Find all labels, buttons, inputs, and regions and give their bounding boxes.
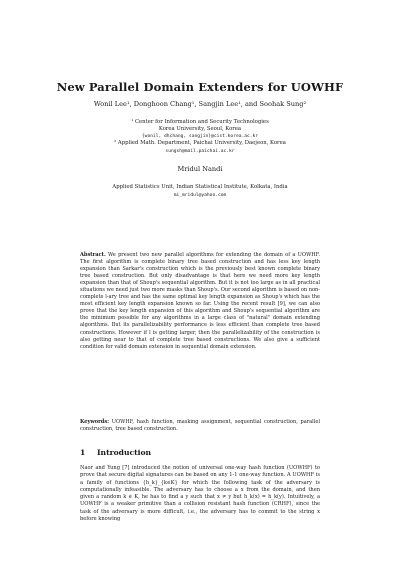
section-number: 1 xyxy=(80,448,86,457)
paper-title: New Parallel Domain Extenders for UOWHF xyxy=(56,80,344,94)
keywords-label: Keywords: xyxy=(80,419,110,425)
affiliation-2-line-1: ² Applied Math. Department, Paichai University, Daejeon, Korea xyxy=(114,140,286,146)
section-heading xyxy=(80,448,151,457)
section-title: Introduction xyxy=(97,448,152,457)
affiliation-2-email: sungsh@mail.paichai.ac.kr xyxy=(165,149,235,154)
affiliation-1-emails: {wonil, dhchang, sangjin}@cist.korea.ac.kr xyxy=(141,134,259,139)
affiliation-1-line-1: ¹ Center for Information and Security Technologies xyxy=(131,119,269,125)
affiliation-1-line-2: Korea University, Seoul, Korea xyxy=(158,126,242,132)
abstract-label: Abstract. xyxy=(80,252,106,258)
second-author-affiliation: Applied Statistics Unit, Indian Statistical Institute, Kolkata, India xyxy=(112,184,288,190)
second-author-email: mi_mridul@yahoo.com xyxy=(173,193,227,198)
keywords xyxy=(80,419,320,433)
abstract xyxy=(80,252,320,351)
keywords-text: UOWHF, hash function, masking assignment, sequential construction, parallel construction, tree based construction. xyxy=(80,419,320,433)
author-list: Wonil Lee¹, Donghoon Chang¹, Sangjin Lee¹, and Soohak Sung² xyxy=(93,100,307,108)
intro-paragraph: Naor and Yung [7] introduced the notion of universal one-way hash function (UOWHF) to prove that secure digital signatures can be based on any 1-1 one-way function. A UOWHF is a family of functions {h_k}_{k∈K} for which the following task of the adversary is computationally infeasible. The adversary has to choose a x from the domain, and then given a random k ∈ K, he has to find a y such that x ≠ y but h_k(x) = h_k(y). Intuitively, a UOWHF is a weaker primitive than a collision resistant hash function (CRHF), since the task of the adversary is more difficult, i.e., the adversary has to commit to the string x before knowing xyxy=(80,465,320,523)
second-author-name: Mridul Nandi xyxy=(177,165,223,173)
abstract-text: We present two new parallel algorithms for extending the domain of a UOWHF. The first algorithm is complete binary tree based construction and has less key length expansion than Sarkar's construction which is the previously best known complete binary tree based construction. But only disadvantage is that here we need more key length expansion than that of Shoup's sequential algorithm. But it is not too large as in all practical situations we need just two more masks than Shoup's. Our second algorithm is based on non-complete l-ary tree and has the same optimal key length expansion as Shoup's which has the most efficient key length expansion known so far. Using the recent result [9], we can also prove that the key length expansion of this algorithm and Shoup's sequential algorithm are the minimum possible for any algorithms in a large class of "natural" domain extending algorithms. But its parallelizability performance is less efficient than complete tree based constructions. However if l is getting larger, then the parallelizability of the construction is also getting near to that of complete tree based constructions. We also give a sufficient condition for valid domain extension in sequential domain extension. xyxy=(80,252,320,350)
